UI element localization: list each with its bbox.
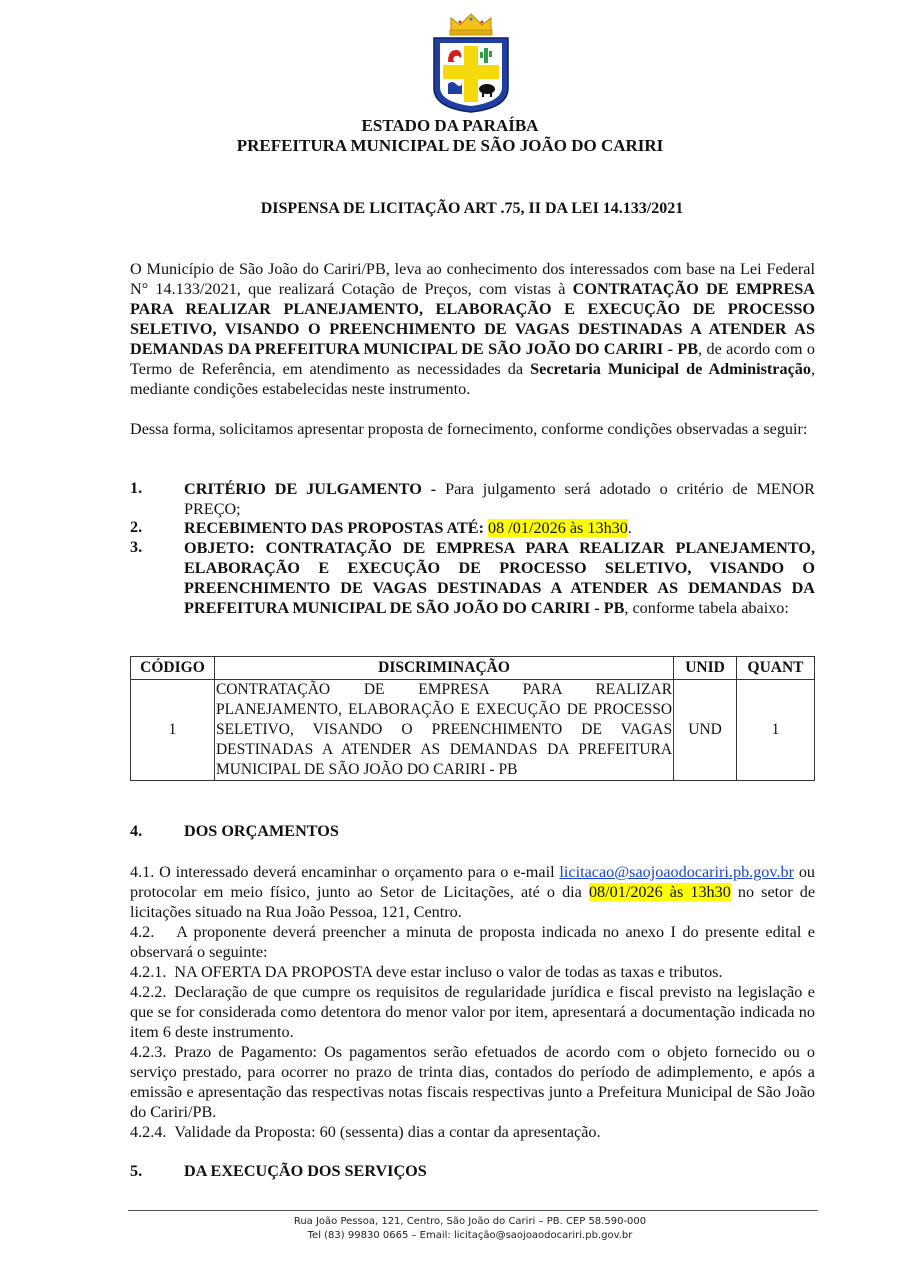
intro-text-3: , mediante condições estabelecidas neste instrumento. [130,360,816,398]
paragraph-text: NA OFERTA DA PROPOSTA deve estar incluso o valor de todas as taxas e tributos. [174,963,723,981]
paragraph-text: no setor de licitações situado na Rua João Pessoa, 121, Centro. [130,883,816,921]
intro-text-1: O Município de São João do Cariri/PB, leva ao conhecimento dos interessados com base na Lei Federal N° 14.133/2021, que realizará Cotação de Preços, com vistas à [130,260,815,298]
section-4-title: DOS ORÇAMENTOS [184,822,339,840]
item-number: 3. [130,538,143,556]
paragraph-number: 4.1. [130,863,155,881]
paragraph-text: Prazo de Pagamento: Os pagamentos serão efetuados de acordo com o objeto fornecido ou o serviço prestado, para ocorrer no prazo de trinta dias, contados do período de adimplemento, e após a emissão e apresentação das respectivas notas fiscais respectivas junto a Prefeitura Municipal de São João do Cariri/PB. [130,1043,815,1121]
footer-address: Rua João Pessoa, 121, Centro, São João do Cariri – PB. CEP 58.590-000 [293,1216,647,1227]
item-criterio [184,479,815,519]
paragraph-text: A proponente deverá preencher a minuta de proposta indicada no anexo I do presente edital e observará o seguinte: [130,923,815,961]
table-header-quant: QUANT [737,657,815,680]
item-label: RECEBIMENTO DAS PROPOSTAS ATÉ: [184,519,484,537]
item-text: Para julgamento será adotado o critério de MENOR PREÇO; [184,480,815,518]
paragraph-4-2-3 [130,1042,815,1122]
paragraph-text: O interessado deverá encaminhar o orçamento para o e-mail [154,863,560,881]
table-cell-qty: 1 [737,680,815,781]
deadline-highlight: 08 /01/2026 às 13h30 [488,519,628,537]
table-header-row [131,657,815,680]
section-5-number: 5. [130,1162,143,1180]
item-label: CRITÉRIO DE JULGAMENTO - [184,480,437,498]
intro-paragraph [130,259,815,399]
item-number: 2. [130,518,143,536]
header-state: ESTADO DA PARAÍBA [361,116,539,135]
section-5-title: DA EXECUÇÃO DOS SERVIÇOS [184,1162,427,1180]
intro-paragraph-2: Dessa forma, solicitamos apresentar proposta de fornecimento, conforme condições observadas a seguir: [130,420,808,438]
table-header-codigo: CÓDIGO [131,657,215,680]
paragraph-4-2-4 [130,1122,815,1142]
header-municipality: PREFEITURA MUNICIPAL DE SÃO JOÃO DO CARIRI [236,136,664,155]
item-text: . [627,519,632,537]
email-link[interactable]: licitacao@saojoaodocariri.pb.gov.br [559,863,794,881]
table-row [131,680,815,781]
table-header-discriminacao: DISCRIMINAÇÃO [214,657,673,680]
item-label: OBJETO: CONTRATAÇÃO DE EMPRESA PARA REALIZAR PLANEJAMENTO, ELABORAÇÃO E EXECUÇÃO DE PROCESSO SELETIVO, VISANDO O PREENCHIMENTO DE VAGAS DESTINADAS A ATENDER AS DEMANDAS DA PREFEITURA MUNICIPAL DE SÃO JOÃO DO CARIRI - PB [184,539,815,617]
paragraph-text: Declaração de que cumpre os requisitos de regularidade jurídica e fiscal previsto na legislação e que se for considerada como detentora do menor valor por item, apresentará a documentação indicada no item 6 deste instrumento. [130,983,815,1041]
paragraph-number: 4.2.4. [130,1123,167,1141]
paragraph-number: 4.2. [130,923,155,941]
paragraph-4-1 [130,862,815,922]
intro-bold-secretaria: Secretaria Municipal de Administração [530,360,811,378]
paragraph-4-2-1 [130,962,815,982]
table-cell-code: 1 [131,680,215,781]
item-objeto [184,538,815,618]
paragraph-number: 4.2.3. [130,1043,167,1061]
table-cell-description: CONTRATAÇÃO DE EMPRESA PARA REALIZAR PLANEJAMENTO, ELABORAÇÃO E EXECUÇÃO DE PROCESSO SELETIVO, VISANDO O PREENCHIMENTO DE VAGAS DESTINADAS A ATENDER AS DEMANDAS DA PREFEITURA MUNICIPAL DE SÃO JOÃO DO CARIRI - PB [214,680,673,781]
paragraph-4-2 [130,922,815,962]
paragraph-number: 4.2.1. [130,963,167,981]
item-number: 1. [130,479,143,497]
paragraph-text: ou protocolar em meio físico, junto ao Setor de Licitações, até o dia [130,863,815,901]
paragraph-text: Validade da Proposta: 60 (sessenta) dias a contar da apresentação. [174,1123,601,1141]
table-cell-unit: UND [674,680,737,781]
items-table [130,656,815,781]
paragraph-number: 4.2.2. [130,983,167,1001]
footer-divider [128,1210,818,1211]
item-recebimento [184,518,815,538]
table-header-unid: UNID [674,657,737,680]
intro-text-2: , de acordo com o Termo de Referência, em atendimento as necessidades da [130,340,815,378]
intro-bold-object: CONTRATAÇÃO DE EMPRESA PARA REALIZAR PLANEJAMENTO, ELABORAÇÃO E EXECUÇÃO DE PROCESSO SELETIVO, VISANDO O PREENCHIMENTO DE VAGAS DESTINADAS A ATENDER AS DEMANDAS DA PREFEITURA MUNICIPAL DE SÃO JOÃO DO CARIRI - PB [130,280,815,358]
paragraph-4-2-2 [130,982,815,1042]
municipal-crest-icon [426,10,516,115]
deadline-highlight: 08/01/2026 às 13h30 [588,883,731,901]
section-4-number: 4. [130,822,143,840]
document-title: DISPENSA DE LICITAÇÃO ART .75, II DA LEI 14.133/2021 [260,200,684,217]
footer-contact: Tel (83) 99830 0665 – Email: licitação@saojoaodocariri.pb.gov.br [307,1230,633,1241]
item-text: , conforme tabela abaixo: [624,599,789,617]
